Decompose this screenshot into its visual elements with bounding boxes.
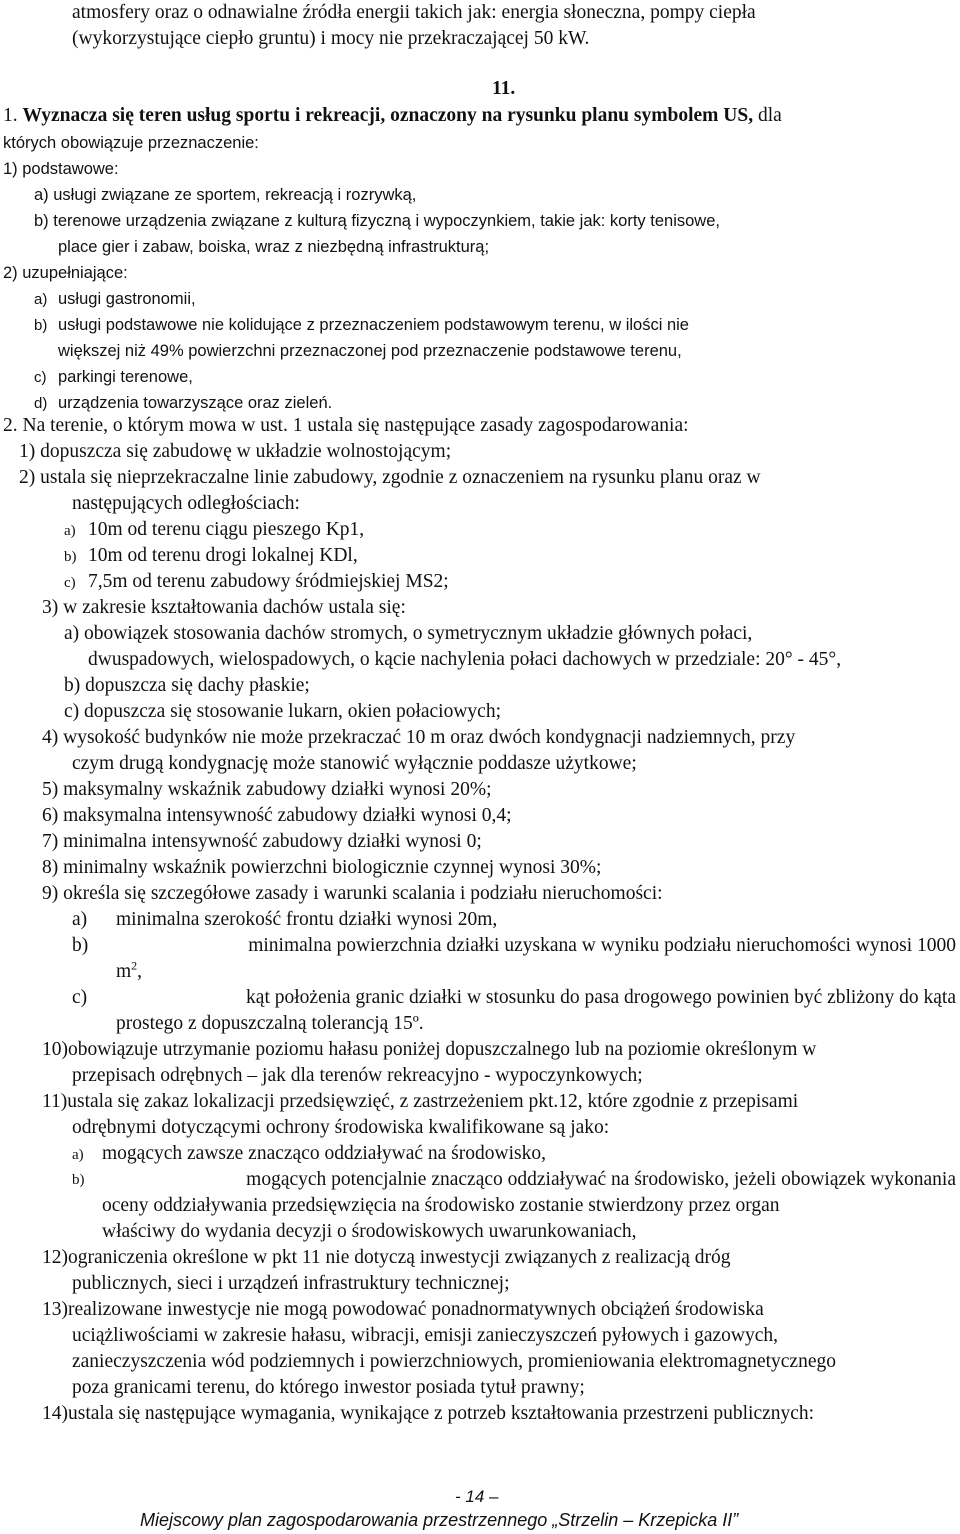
list-label: b) [34,317,48,334]
list-item [72,934,956,958]
list-item: 11)ustala się zakaz lokalizacji przedsięwzięć, z zastrzeżeniem pkt.12, które zgodnie z przepisami [42,1091,799,1112]
text-line: a) obowiązek stosowania dachów stromych, o symetrycznym układzie głównych połaci, [64,623,753,644]
paragraph-number: 1. [3,105,18,126]
text-line: 10m od terenu ciągu pieszego Kp1, [88,519,365,540]
footer-title: Miejscowy plan zagospodarowania przestrzennego „Strzelin – Krzepicka II” [140,1510,739,1530]
list-label: b) [72,935,89,956]
list-item: dwuspadowych, wielospadowych, o kącie nachylenia połaci dachowych w przedziale: 20° - 45°, [88,649,842,670]
list-item: 10)obowiązuje utrzymanie poziomu hałasu poniżej dopuszczalnego lub na poziomie określonym w [42,1039,817,1060]
list-item: a) usługi związane ze sportem, rekreacją i rozrywką, [34,186,417,204]
list-item: poza granicami terenu, do którego inwestor posiada tytuł prawny; [72,1377,585,1398]
list-item [64,622,956,646]
section-number: 11. [492,78,516,99]
list-item: 1) podstawowe: [3,160,119,178]
list-label: c) [72,987,88,1008]
list-item: 12)ograniczenia określone w pkt 11 nie dotyczą inwestycji związanych z realizacją dróg [42,1247,731,1268]
list-item [34,313,689,338]
text-line: mogących potencjalnie znacząco oddziaływać na środowisko, jeżeli obowiązek wykonania [246,1169,956,1190]
list-item: b) terenowe urządzenia związane z kulturą fizyczną i wypoczynkiem, takie jak: korty tenisowe, [34,212,720,230]
list-item [34,287,196,312]
list-item [102,1194,956,1218]
page-number: - 14 – [455,1487,499,1506]
text-line: urządzenia towarzyszące oraz zieleń. [58,394,333,412]
list-item [64,544,358,569]
list-item: uciążliwościami w zakresie hałasu, wibracji, emisji zanieczyszczeń pyłowych i gazowych, [72,1325,779,1346]
list-item: zanieczyszczenia wód podziemnych i powierzchniowych, promieniowania elektromagnetycznego [72,1351,836,1372]
list-label: a) [34,291,48,308]
list-item [64,518,364,543]
text-line: dla [757,105,782,126]
list-item [64,570,449,595]
list-item: c) dopuszcza się stosowanie lukarn, okien połaciowych; [64,701,501,722]
text-line: usługi podstawowe nie kolidujące z przeznaczeniem podstawowym terenu, w ilości nie [58,316,689,334]
list-item: 6) maksymalna intensywność zabudowy działki wynosi 0,4; [42,805,512,826]
list-item: 5) maksymalny wskaźnik zabudowy działki wynosi 20%; [42,779,492,800]
text-line: 10m od terenu drogi lokalnej KDl, [88,545,358,566]
list-item: 2) ustala się nieprzekraczalne linie zabudowy, zgodnie z oznaczeniem na rysunku planu oraz w [19,467,761,488]
list-item [116,960,142,984]
list-item: przepisach odrębnych – jak dla terenów rekreacyjno - wypoczynkowych; [72,1065,643,1086]
list-item [72,986,956,1010]
paragraph-line [72,1,956,25]
paragraph-line [3,104,956,128]
list-item: 14)ustala się następujące wymagania, wynikające z potrzeb kształtowania przestrzeni publicznych: [42,1403,815,1424]
list-item: właściwy do wydania decyzji o środowiskowych uwarunkowaniach, [102,1221,637,1242]
list-label: b) [72,1172,85,1188]
text-line: mogących zawsze znacząco oddziaływać na środowisko, [102,1143,546,1164]
list-item: 9) określa się szczegółowe zasady i warunki scalania i podziału nieruchomości: [42,883,663,904]
text-line: minimalna powierzchnia działki uzyskana w wyniku podziału nieruchomości wynosi 1000 [248,935,956,956]
list-item [72,1142,546,1167]
list-label: a) [64,523,76,539]
list-item [72,908,497,932]
text-line: usługi gastronomii, [58,290,196,308]
list-item: czym drugą kondygnację może stanowić wyłącznie poddasze użytkowe; [72,753,637,774]
text-line: kąt położenia granic działki w stosunku do pasa drogowego powinien być zbliżony do kąta [246,987,956,1008]
text-line: 7,5m od terenu zabudowy śródmiejskiej MS2; [88,571,449,592]
list-label: b) [64,549,77,565]
list-label: c) [34,369,47,386]
list-item: odrębnymi dotyczącymi ochrony środowiska kwalifikowane są jako: [72,1117,610,1138]
bold-text: Wyznacza się teren usług sportu i rekreacji, oznaczony na rysunku planu symbolem US, [22,105,754,126]
list-item: 13)realizowane inwestycje nie mogą powodować ponadnormatywnych obciążeń środowiska [42,1299,764,1320]
text-line: parkingi terenowe, [58,368,193,386]
list-item: 7) minimalna intensywność zabudowy działki wynosi 0; [42,831,482,852]
text-line: m [116,961,132,982]
list-item: 4) wysokość budynków nie może przekraczać 10 m oraz dwóch kondygnacji nadziemnych, przy [42,727,796,748]
list-item: 3) w zakresie kształtowania dachów ustala się: [42,597,406,618]
list-item: 8) minimalny wskaźnik powierzchni biologicznie czynnej wynosi 30%; [42,857,602,878]
list-label: a) [72,909,88,930]
paragraph-line: (wykorzystujące ciepło gruntu) i mocy nie przekraczającej 50 kW. [72,28,590,49]
list-item: place gier i zabaw, boiska, wraz z niezbędną infrastrukturą; [58,238,490,256]
list-label: c) [64,575,76,591]
list-item [34,365,193,390]
text-line: atmosfery oraz o odnawialne źródła energii takich jak: energia słoneczna, pompy ciepła [72,2,756,23]
list-label: a) [72,1147,84,1163]
list-item: b) dopuszcza się dachy płaskie; [64,675,310,696]
text-line: minimalna szerokość frontu działki wynosi 20m, [116,909,498,930]
list-label: d) [34,395,48,412]
list-item: 2) uzupełniające: [3,264,128,282]
list-item [34,391,332,416]
text-line: oceny oddziaływania przedsięwzięcia na środowisko zostanie stwierdzony przez organ [102,1195,780,1216]
list-item: większej niż 49% powierzchni przeznaczonej pod przeznaczenie podstawowe terenu, [58,342,682,360]
list-item: 1) dopuszcza się zabudowę w układzie wolnostojącym; [19,441,452,462]
list-item: publicznych, sieci i urządzeń infrastruktury technicznej; [72,1273,510,1294]
text-line: , [137,961,143,982]
superscript: 2 [131,958,138,973]
paragraph-line: 2. Na terenie, o którym mowa w ust. 1 ustala się następujące zasady zagospodarowania: [3,415,689,436]
list-item [72,1168,956,1192]
list-item: prostego z dopuszczalną tolerancją 15º. [116,1013,424,1034]
list-item: następujących odległościach: [72,493,300,514]
paragraph-line: których obowiązuje przeznaczenie: [3,134,259,152]
